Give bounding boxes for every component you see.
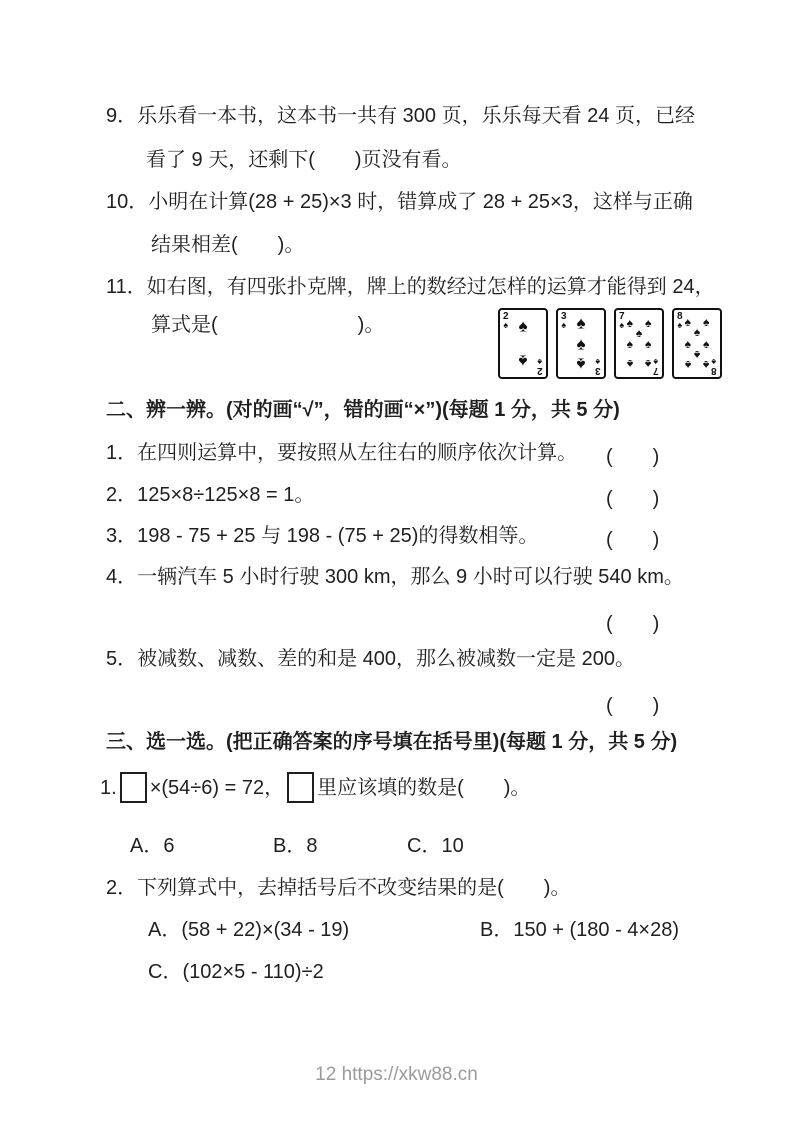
spade-icon: ♠: [619, 320, 625, 330]
choice-question-1: [100, 772, 530, 803]
choice-question-2: 2．下列算式中，去掉括号后不改变结果的是( )。: [106, 877, 571, 899]
card-corner-index: 3 ♠: [561, 311, 567, 330]
spade-pip-icon: ♠: [518, 351, 528, 371]
spade-pip-icon: ♠: [626, 336, 633, 351]
spade-pip-icon: ♠: [576, 334, 586, 353]
card-corner-index: 8 ♠: [711, 357, 717, 376]
question-10-line-2: 结果相差( )。: [151, 234, 305, 256]
answer-box-1: [120, 772, 147, 803]
judge-item-1: 1．在四则运算中，要按照从左往右的顺序依次计算。: [106, 442, 578, 464]
judge-item-3-answer-blank: ( ): [606, 529, 660, 551]
judge-item-4-answer-blank: ( ): [606, 613, 660, 635]
card-corner-index: 7 ♠: [619, 311, 625, 330]
spade-pip-icon: ♠: [684, 357, 691, 372]
choice-question-1-segment-1: ×(54÷6) = 72，: [149, 776, 285, 799]
answer-box-2: [287, 772, 314, 803]
spade-pip-icon: ♠: [576, 313, 586, 333]
playing-card-7-spade: [614, 308, 664, 379]
card-corner-index: 8 ♠: [677, 311, 683, 330]
spade-icon: ♠: [561, 320, 567, 330]
choice-question-1-number: 1.: [100, 776, 117, 799]
card-corner-index: 7 ♠: [653, 357, 659, 376]
spade-pip-icon: ♠: [693, 325, 701, 340]
judge-item-5: 5．被减数、减数、差的和是 400，那么被减数一定是 200。: [106, 648, 635, 670]
choice-question-2-option-c: C．(102×5 - 110)÷2: [148, 961, 324, 983]
spade-pip-icon: ♠: [518, 316, 528, 336]
spade-pip-icon: ♠: [645, 336, 652, 351]
spade-icon: ♠: [595, 357, 601, 367]
playing-card-2-spade: [498, 308, 548, 379]
spade-pip-icon: ♠: [703, 357, 710, 372]
choice-question-1-segment-2: 里应该填的数是( )。: [317, 776, 531, 799]
spade-icon: ♠: [537, 357, 543, 367]
page-footer: 12 https://xkw88.cn: [315, 1064, 478, 1085]
judge-item-2: 2．125×8÷125×8 = 1。: [106, 484, 315, 506]
playing-card-8-spade: [672, 308, 722, 379]
spade-pip-icon: ♠: [576, 354, 586, 374]
spade-pip-icon: ♠: [645, 357, 652, 372]
spade-pip-icon: ♠: [645, 315, 652, 330]
spade-icon: ♠: [677, 320, 683, 330]
section-3-heading: 三、选一选。(把正确答案的序号填在括号里)(每题 1 分，共 5 分): [106, 731, 678, 753]
choice-question-2-option-a: A．(58 + 22)×(34 - 19): [148, 919, 350, 941]
question-9-line-2: 看了 9 天，还剩下( )页没有看。: [146, 149, 462, 171]
judge-item-5-answer-blank: ( ): [606, 695, 660, 717]
judge-item-3: 3．198 - 75 + 25 与 198 - (75 + 25)的得数相等。: [106, 525, 539, 547]
question-11-line-1: 11．如右图，有四张扑克牌，牌上的数经过怎样的运算才能得到 24，: [106, 276, 715, 298]
playing-card-3-spade: [556, 308, 606, 379]
choice-question-1-option-c: C．10: [407, 835, 464, 857]
choice-question-1-option-b: B．8: [273, 835, 318, 857]
card-corner-index: 2 ♠: [503, 311, 509, 330]
card-corner-index: 3 ♠: [595, 357, 601, 376]
spade-pip-icon: ♠: [626, 357, 633, 372]
spade-pip-icon: ♠: [693, 347, 701, 362]
spade-icon: ♠: [711, 357, 717, 367]
spade-pip-icon: ♠: [703, 315, 710, 330]
judge-item-2-answer-blank: ( ): [606, 488, 660, 510]
spade-icon: ♠: [503, 320, 509, 330]
question-9-line-1: 9．乐乐看一本书，这本书一共有 300 页，乐乐每天看 24 页，已经: [106, 105, 695, 127]
judge-item-1-answer-blank: ( ): [606, 446, 660, 468]
spade-pip-icon: ♠: [684, 336, 691, 351]
judge-item-4: 4．一辆汽车 5 小时行驶 300 km，那么 9 小时可以行驶 540 km。: [106, 566, 684, 588]
question-11-line-2: 算式是( )。: [151, 314, 385, 336]
choice-question-1-option-a: A．6: [130, 835, 175, 857]
spade-pip-icon: ♠: [635, 325, 643, 340]
spade-pip-icon: ♠: [626, 315, 633, 330]
playing-cards: [498, 308, 722, 379]
choice-question-2-option-b: B．150 + (180 - 4×28): [480, 919, 680, 941]
spade-icon: ♠: [653, 357, 659, 367]
section-2-heading: 二、辨一辨。(对的画“√”，错的画“×”)(每题 1 分，共 5 分): [106, 399, 620, 421]
spade-pip-icon: ♠: [703, 336, 710, 351]
question-10-line-1: 10．小明在计算(28 + 25)×3 时，错算成了 28 + 25×3，这样与正确: [106, 191, 693, 213]
card-corner-index: 2 ♠: [537, 357, 543, 376]
spade-pip-icon: ♠: [684, 315, 691, 330]
